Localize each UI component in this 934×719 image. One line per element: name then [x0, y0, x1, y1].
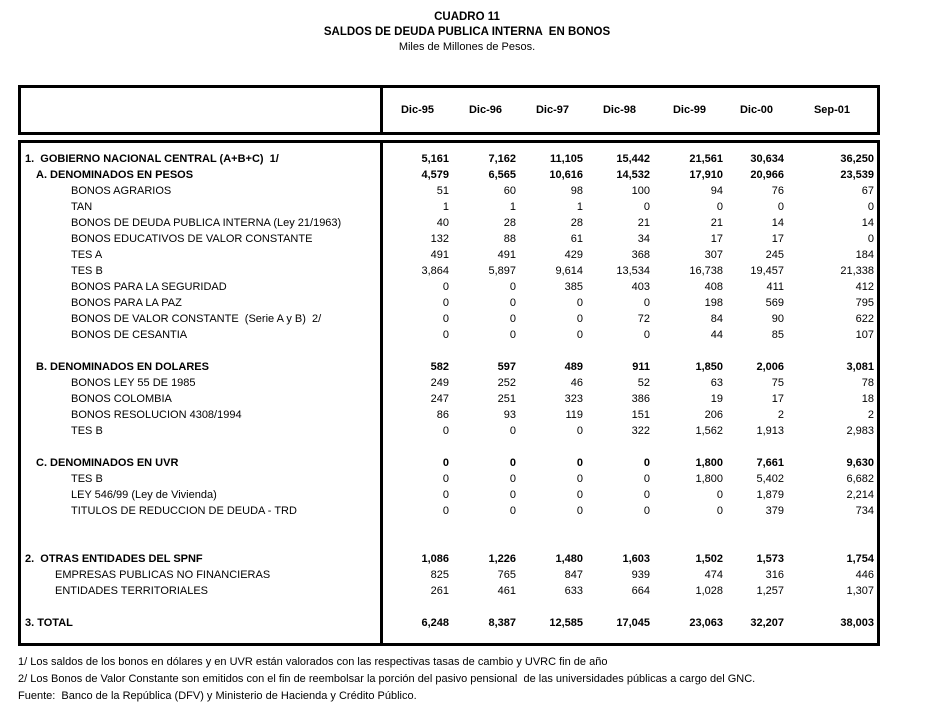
cell-value: 1 — [509, 201, 516, 213]
cell-value: 1,603 — [622, 553, 650, 565]
cell-value: 622 — [855, 313, 874, 325]
cell-value: 23,539 — [840, 169, 874, 181]
row-label: BONOS PARA LA PAZ — [71, 297, 182, 309]
cell-value: 307 — [704, 249, 723, 261]
cell-value: 5,161 — [421, 153, 449, 165]
page-subtitle: SALDOS DE DEUDA PUBLICA INTERNA EN BONOS — [323, 26, 611, 38]
cell-value: 40 — [436, 217, 449, 229]
cell-value: 0 — [643, 457, 650, 469]
cell-value: 0 — [509, 505, 516, 517]
cell-value: 10,616 — [549, 169, 583, 181]
cell-value: 0 — [442, 329, 449, 341]
cell-value: 28 — [570, 217, 583, 229]
cell-value: 17,045 — [616, 617, 650, 629]
cell-value: 0 — [509, 425, 516, 437]
row-label: BONOS DE CESANTIA — [71, 329, 188, 341]
cell-value: 429 — [564, 249, 583, 261]
spacer-row — [21, 343, 877, 359]
cell-value: 0 — [643, 489, 650, 501]
cell-value: 2,983 — [846, 425, 874, 437]
cell-value: 461 — [497, 585, 516, 597]
cell-value: 1,800 — [695, 473, 723, 485]
cell-value: 72 — [637, 313, 650, 325]
table-row — [21, 567, 877, 583]
row-label: BONOS PARA LA SEGURIDAD — [71, 281, 227, 293]
cell-value: 5,897 — [488, 265, 516, 277]
table-row — [21, 359, 877, 375]
cell-value: 385 — [564, 281, 583, 293]
row-label — [21, 519, 383, 535]
cell-value: 582 — [430, 361, 449, 373]
cell-value: 9,614 — [555, 265, 583, 277]
table-row — [21, 311, 877, 327]
title-block — [0, 10, 934, 55]
cell-value: 245 — [765, 249, 784, 261]
cell-value: 32,207 — [750, 617, 784, 629]
row-label: A. DENOMINADOS EN PESOS — [36, 169, 194, 181]
footnote-1: 1/ Los saldos de los bonos en dólares y en UVR están valorados con las respectivas tasas de cambio y UVRC fin de año — [18, 656, 608, 668]
cell-value: 63 — [710, 377, 723, 389]
table-row — [21, 503, 877, 519]
cell-value: 0 — [576, 329, 583, 341]
cell-value: 61 — [570, 233, 583, 245]
table-row — [21, 423, 877, 439]
cell-value: 0 — [442, 281, 449, 293]
row-label: TES A — [71, 249, 103, 261]
row-label: BONOS LEY 55 DE 1985 — [71, 377, 196, 389]
row-label — [21, 439, 383, 455]
column-headers — [21, 88, 877, 132]
cell-value: 249 — [430, 377, 449, 389]
row-label: 2. OTRAS ENTIDADES DEL SPNF — [25, 553, 203, 565]
cell-value: 21,338 — [840, 265, 874, 277]
cell-value: 23,063 — [689, 617, 723, 629]
column-header: Dic-98 — [602, 104, 637, 116]
cell-value: 94 — [710, 185, 723, 197]
table-row — [21, 583, 877, 599]
cell-value: 14 — [861, 217, 874, 229]
row-label: BONOS RESOLUCION 4308/1994 — [71, 409, 242, 421]
cell-value: 0 — [643, 473, 650, 485]
cell-value: 0 — [576, 297, 583, 309]
spacer-row — [21, 439, 877, 455]
cell-value: 6,682 — [846, 473, 874, 485]
cell-value: 261 — [430, 585, 449, 597]
cell-value: 939 — [631, 569, 650, 581]
cell-value: 379 — [765, 505, 784, 517]
cell-value: 1,562 — [695, 425, 723, 437]
cell-value: 825 — [430, 569, 449, 581]
table-row — [21, 279, 877, 295]
cell-value: 0 — [777, 201, 784, 213]
cell-value: 30,634 — [750, 153, 784, 165]
row-label: TES B — [71, 265, 103, 277]
cell-value: 247 — [430, 393, 449, 405]
cell-value: 6,248 — [421, 617, 449, 629]
cell-value: 1 — [442, 201, 449, 213]
row-label: 3. TOTAL — [25, 617, 73, 629]
cell-value: 0 — [643, 329, 650, 341]
cell-value: 1,800 — [695, 457, 723, 469]
row-label: BONOS DE VALOR CONSTANTE (Serie A y B) 2/ — [71, 313, 322, 325]
cell-value: 2,214 — [846, 489, 874, 501]
cell-value: 0 — [509, 473, 516, 485]
cell-value: 78 — [861, 377, 874, 389]
cell-value: 0 — [716, 201, 723, 213]
row-label: B. DENOMINADOS EN DOLARES — [36, 361, 209, 373]
cell-value: 60 — [503, 185, 516, 197]
cell-value: 411 — [766, 281, 784, 293]
cell-value: 86 — [436, 409, 449, 421]
cell-value: 252 — [497, 377, 516, 389]
cell-value: 1,573 — [756, 553, 784, 565]
cell-value: 21 — [710, 217, 723, 229]
cell-value: 3,864 — [421, 265, 449, 277]
debt-table — [18, 85, 880, 646]
cell-value: 412 — [855, 281, 874, 293]
table-row — [21, 263, 877, 279]
column-header: Dic-99 — [672, 104, 707, 116]
column-header: Dic-95 — [400, 104, 435, 116]
cell-value: 0 — [442, 457, 449, 469]
cell-value: 2 — [867, 409, 874, 421]
row-label: TES B — [71, 425, 103, 437]
cell-value: 0 — [509, 297, 516, 309]
cell-value: 12,585 — [549, 617, 583, 629]
footnote-source: Fuente: Banco de la República (DFV) y Ministerio de Hacienda y Crédito Público. — [18, 690, 417, 702]
cell-value: 0 — [576, 313, 583, 325]
cell-value: 0 — [509, 329, 516, 341]
cell-value: 1,028 — [695, 585, 723, 597]
cell-value: 15,442 — [616, 153, 650, 165]
cell-value: 403 — [631, 281, 650, 293]
cell-value: 765 — [497, 569, 516, 581]
cell-value: 206 — [704, 409, 723, 421]
cell-value: 36,250 — [840, 153, 874, 165]
cell-value: 19,457 — [750, 265, 784, 277]
cell-value: 1,257 — [756, 585, 784, 597]
row-label — [21, 343, 383, 359]
cell-value: 569 — [765, 297, 784, 309]
table-rows — [21, 151, 877, 631]
cell-value: 88 — [503, 233, 516, 245]
cell-value: 84 — [710, 313, 723, 325]
cell-value: 46 — [570, 377, 583, 389]
cell-value: 90 — [771, 313, 784, 325]
cell-value: 386 — [631, 393, 650, 405]
footnote-2: 2/ Los Bonos de Valor Constante son emitidos con el fin de reembolsar la porción del pasivo pensional de las universidades públicas a cargo del GNC. — [18, 673, 756, 685]
cell-value: 98 — [570, 185, 583, 197]
table-row — [21, 199, 877, 215]
row-label — [21, 599, 383, 615]
cell-value: 93 — [503, 409, 516, 421]
cell-value: 9,630 — [846, 457, 874, 469]
cell-value: 14,532 — [616, 169, 650, 181]
cell-value: 0 — [716, 505, 723, 517]
cell-value: 795 — [855, 297, 874, 309]
cell-value: 2 — [777, 409, 784, 421]
cell-value: 0 — [442, 297, 449, 309]
table-header-box — [18, 85, 880, 135]
cell-value: 6,565 — [488, 169, 516, 181]
cell-value: 0 — [576, 425, 583, 437]
cell-value: 20,966 — [750, 169, 784, 181]
column-header: Sep-01 — [813, 104, 851, 116]
row-label: LEY 546/99 (Ley de Vivienda) — [71, 489, 217, 501]
page-units: Miles de Millones de Pesos. — [398, 41, 536, 53]
table-row — [21, 375, 877, 391]
cell-value: 0 — [442, 313, 449, 325]
cell-value: 198 — [704, 297, 723, 309]
cell-value: 1,226 — [488, 553, 516, 565]
cell-value: 323 — [564, 393, 583, 405]
column-header: Dic-96 — [468, 104, 503, 116]
cell-value: 847 — [564, 569, 583, 581]
table-row — [21, 487, 877, 503]
row-label: BONOS EDUCATIVOS DE VALOR CONSTANTE — [71, 233, 313, 245]
cell-value: 446 — [855, 569, 874, 581]
cell-value: 0 — [576, 489, 583, 501]
cell-value: 19 — [710, 393, 723, 405]
row-label: TAN — [71, 201, 93, 213]
cell-value: 14 — [771, 217, 784, 229]
spacer-row — [21, 519, 877, 535]
table-row — [21, 215, 877, 231]
cell-value: 0 — [576, 473, 583, 485]
column-header: Dic-00 — [739, 104, 774, 116]
cell-value: 7,162 — [488, 153, 516, 165]
column-divider — [380, 143, 383, 643]
cell-value: 17 — [710, 233, 723, 245]
row-label: ENTIDADES TERRITORIALES — [55, 585, 209, 597]
cell-value: 3,081 — [846, 361, 874, 373]
table-row — [21, 615, 877, 631]
cell-value: 0 — [716, 489, 723, 501]
cell-value: 38,003 — [840, 617, 874, 629]
cell-value: 633 — [564, 585, 583, 597]
cell-value: 17 — [771, 393, 784, 405]
table-row — [21, 455, 877, 471]
row-label: EMPRESAS PUBLICAS NO FINANCIERAS — [55, 569, 271, 581]
cell-value: 21 — [637, 217, 650, 229]
cell-value: 734 — [855, 505, 874, 517]
cell-value: 0 — [509, 457, 516, 469]
row-label: C. DENOMINADOS EN UVR — [36, 457, 179, 469]
cell-value: 52 — [637, 377, 650, 389]
page-title: CUADRO 11 — [434, 11, 500, 23]
row-label: TES B — [71, 473, 103, 485]
cell-value: 17 — [771, 233, 784, 245]
row-label: BONOS COLOMBIA — [71, 393, 172, 405]
row-label: 1. GOBIERNO NACIONAL CENTRAL (A+B+C) 1/ — [25, 153, 279, 165]
row-label: BONOS DE DEUDA PUBLICA INTERNA (Ley 21/1963) — [71, 217, 342, 229]
cell-value: 664 — [631, 585, 650, 597]
cell-value: 0 — [576, 457, 583, 469]
cell-value: 16,738 — [689, 265, 723, 277]
cell-value: 0 — [509, 281, 516, 293]
table-row — [21, 471, 877, 487]
cell-value: 1 — [576, 201, 583, 213]
cell-value: 85 — [771, 329, 784, 341]
cell-value: 18 — [861, 393, 874, 405]
table-row — [21, 247, 877, 263]
cell-value: 0 — [442, 489, 449, 501]
cell-value: 8,387 — [488, 617, 516, 629]
cell-value: 0 — [442, 425, 449, 437]
cell-value: 0 — [643, 297, 650, 309]
cell-value: 1,307 — [846, 585, 874, 597]
cell-value: 17,910 — [689, 169, 723, 181]
footnotes — [18, 654, 928, 705]
cell-value: 0 — [442, 505, 449, 517]
cell-value: 5,402 — [756, 473, 784, 485]
table-row — [21, 167, 877, 183]
table-row — [21, 551, 877, 567]
cell-value: 0 — [509, 489, 516, 501]
cell-value: 0 — [509, 313, 516, 325]
cell-value: 0 — [867, 233, 874, 245]
column-divider — [380, 88, 383, 132]
cell-value: 67 — [861, 185, 874, 197]
cell-value: 34 — [637, 233, 650, 245]
spacer-row — [21, 535, 877, 551]
cell-value: 316 — [765, 569, 784, 581]
cell-value: 368 — [631, 249, 650, 261]
cell-value: 474 — [704, 569, 723, 581]
table-row — [21, 327, 877, 343]
cell-value: 1,480 — [555, 553, 583, 565]
cell-value: 100 — [631, 185, 650, 197]
cell-value: 13,534 — [616, 265, 650, 277]
cell-value: 119 — [565, 409, 583, 421]
cell-value: 597 — [497, 361, 516, 373]
cell-value: 1,086 — [421, 553, 449, 565]
cell-value: 1,850 — [695, 361, 723, 373]
table-row — [21, 151, 877, 167]
cell-value: 1,913 — [756, 425, 784, 437]
cell-value: 0 — [442, 473, 449, 485]
cell-value: 0 — [576, 505, 583, 517]
column-header: Dic-97 — [535, 104, 570, 116]
cell-value: 1,879 — [756, 489, 784, 501]
cell-value: 491 — [497, 249, 516, 261]
cell-value: 132 — [430, 233, 449, 245]
cell-value: 151 — [631, 409, 650, 421]
spacer-row — [21, 599, 877, 615]
cell-value: 322 — [631, 425, 650, 437]
cell-value: 44 — [710, 329, 723, 341]
cell-value: 1,502 — [695, 553, 723, 565]
cell-value: 107 — [855, 329, 874, 341]
cell-value: 4,579 — [421, 169, 449, 181]
cell-value: 75 — [771, 377, 784, 389]
table-row — [21, 295, 877, 311]
cell-value: 1,754 — [846, 553, 874, 565]
cell-value: 0 — [867, 201, 874, 213]
table-row — [21, 183, 877, 199]
cell-value: 2,006 — [756, 361, 784, 373]
table-row — [21, 391, 877, 407]
cell-value: 911 — [632, 361, 650, 373]
cell-value: 51 — [436, 185, 449, 197]
cell-value: 21,561 — [689, 153, 723, 165]
cell-value: 0 — [643, 505, 650, 517]
cell-value: 184 — [855, 249, 874, 261]
table-body-box — [18, 140, 880, 646]
cell-value: 491 — [430, 249, 449, 261]
cell-value: 76 — [771, 185, 784, 197]
cell-value: 28 — [503, 217, 516, 229]
cell-value: 0 — [643, 201, 650, 213]
cell-value: 7,661 — [756, 457, 784, 469]
row-label — [21, 535, 383, 551]
cell-value: 251 — [497, 393, 516, 405]
cell-value: 489 — [564, 361, 583, 373]
row-label: TITULOS DE REDUCCION DE DEUDA - TRD — [71, 505, 297, 517]
row-label: BONOS AGRARIOS — [71, 185, 172, 197]
table-row — [21, 407, 877, 423]
cell-value: 408 — [704, 281, 723, 293]
cell-value: 11,105 — [549, 153, 583, 165]
table-row — [21, 231, 877, 247]
